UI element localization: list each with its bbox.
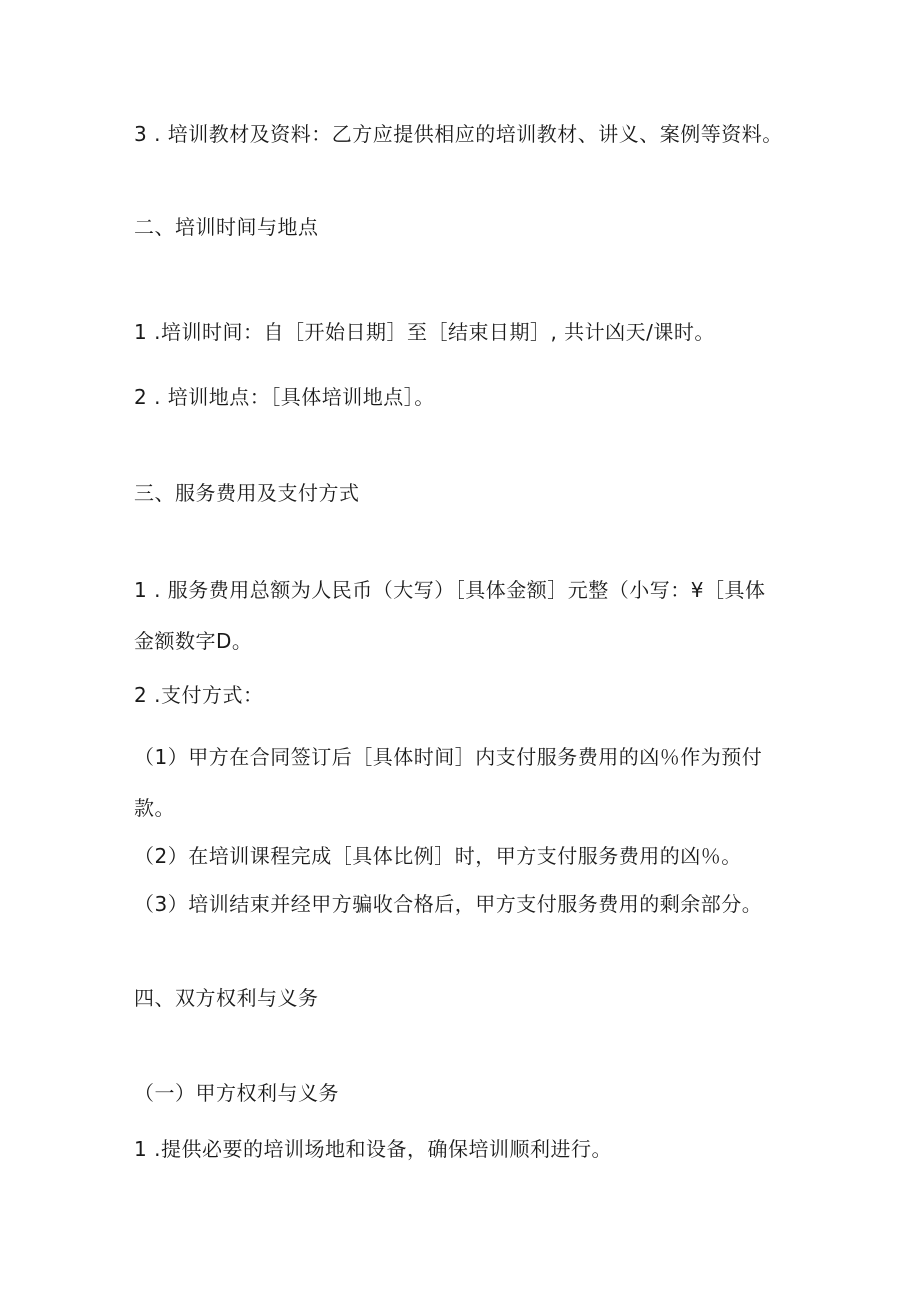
clause-fee-amount-continued: 金额数字D。 bbox=[134, 629, 253, 653]
clause-training-materials: 3 . 培训教材及资料：乙方应提供相应的培训教材、讲义、案例等资料。 bbox=[134, 122, 783, 146]
clause-training-time: 1 .培训时间：自［开始日期］至［结束日期］, 共计凶天/课时。 bbox=[134, 320, 715, 344]
clause-party-a-venue: 1 .提供必要的培训场地和设备，确保培训顺利进行。 bbox=[134, 1137, 612, 1161]
subsection-heading-party-a: （一）甲方权利与义务 bbox=[134, 1081, 339, 1105]
clause-training-place: 2 . 培训地点：［具体培训地点］。 bbox=[134, 385, 435, 409]
payment-item-3: （3）培训结束并经甲方骗收合格后，甲方支付服务费用的剩余部分。 bbox=[134, 892, 763, 916]
clause-payment-method: 2 .支付方式： bbox=[134, 683, 264, 707]
section-heading-time-place: 二、培训时间与地点 bbox=[134, 215, 319, 239]
section-heading-rights-obligations: 四、双方权利与义务 bbox=[134, 986, 319, 1010]
section-heading-fees-payment: 三、服务费用及支付方式 bbox=[134, 481, 360, 505]
payment-item-1-continued: 款。 bbox=[134, 796, 175, 820]
payment-item-1: （1）甲方在合同签订后［具体时间］内支付服务费用的凶％作为预付 bbox=[134, 745, 763, 769]
payment-item-2: （2）在培训课程完成［具体比例］时，甲方支付服务费用的凶％。 bbox=[134, 844, 742, 868]
clause-fee-amount: 1 . 服务费用总额为人民币（大写）［具体金额］元整（小写：¥［具体 bbox=[134, 578, 766, 602]
